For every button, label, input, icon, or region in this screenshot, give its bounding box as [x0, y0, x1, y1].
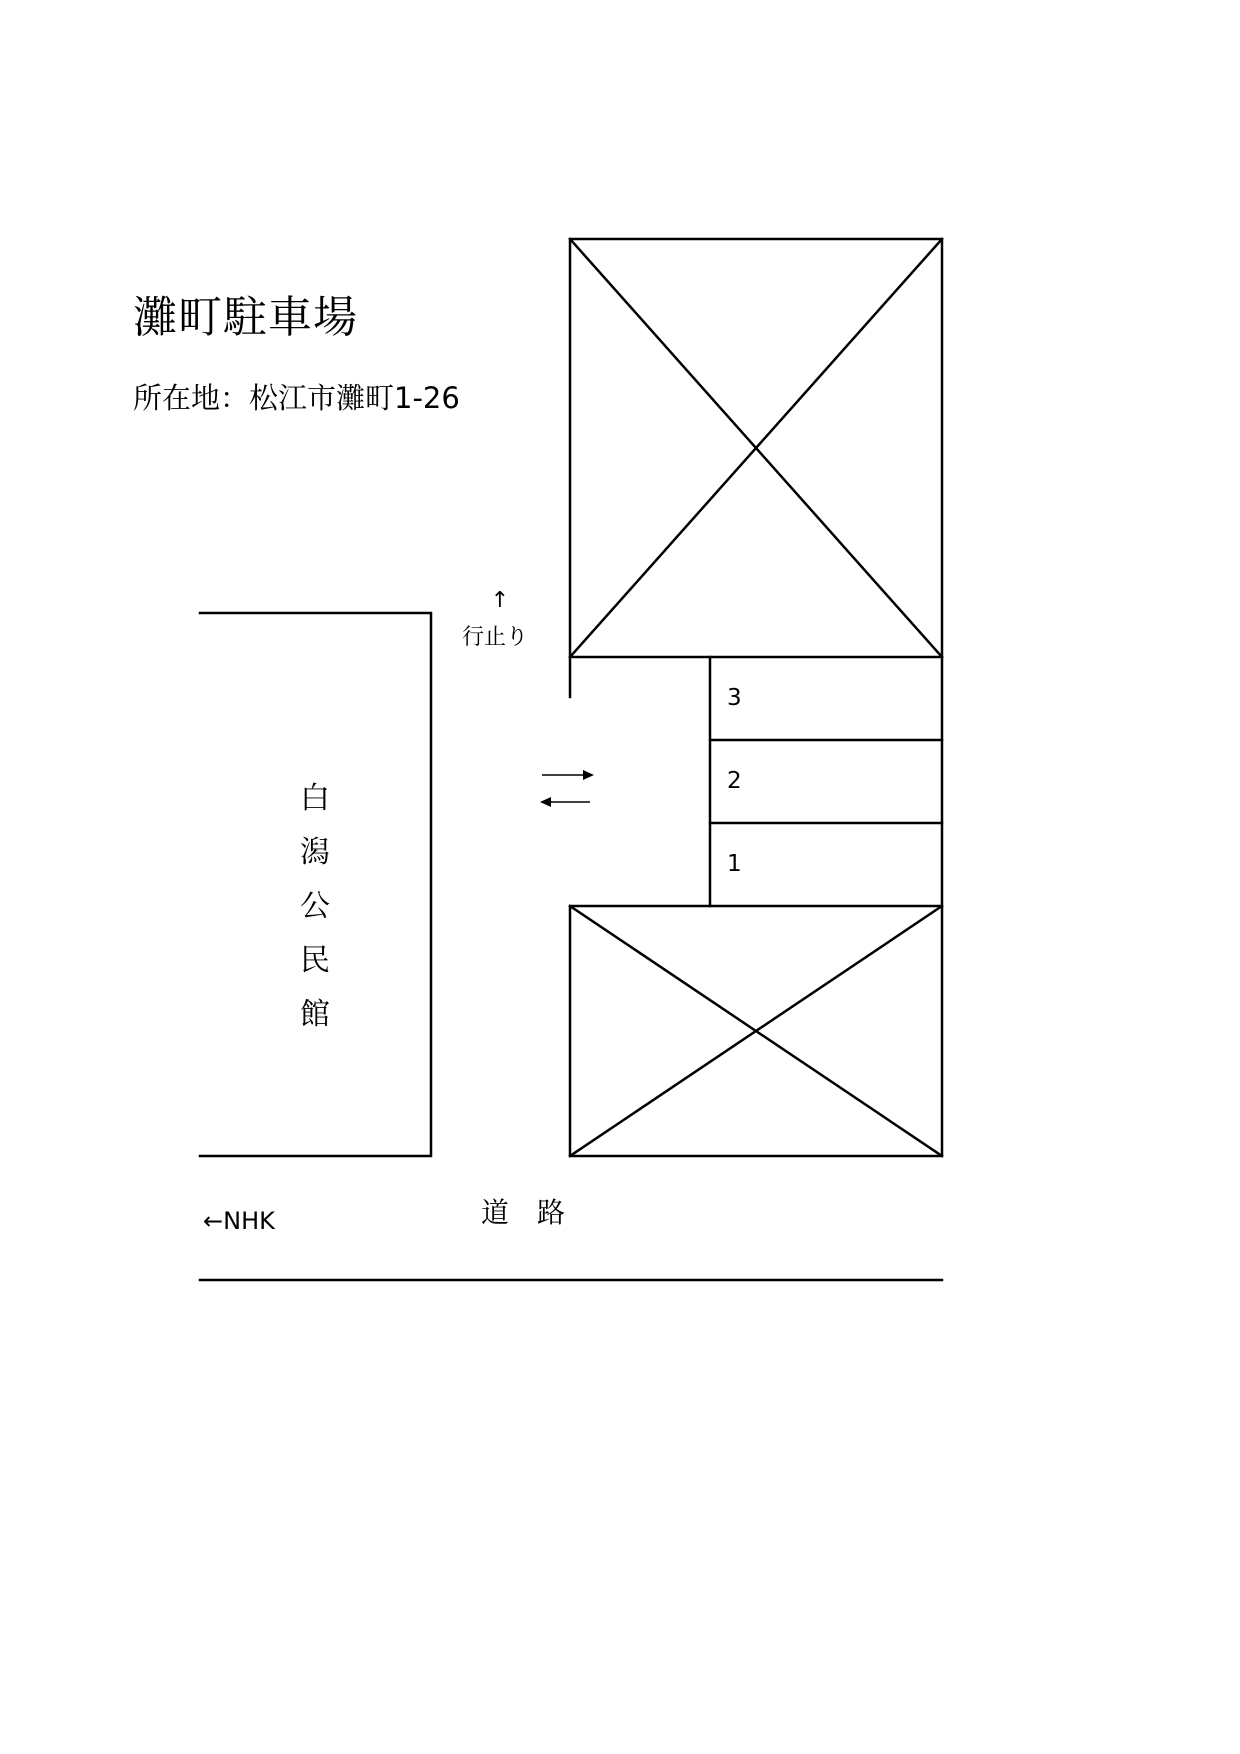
lower-building-block	[570, 906, 942, 1156]
up-arrow-icon: ↑	[490, 588, 510, 613]
parking-area	[710, 657, 942, 906]
page-title: 灘町駐車場	[133, 292, 358, 343]
parking-space-2-label: 2	[727, 768, 742, 794]
parking-space-1-label: 1	[727, 851, 742, 877]
upper-building-block	[570, 239, 942, 657]
community-hall-label: 白潟公民館	[300, 781, 330, 1032]
road-label: 道路	[481, 1196, 594, 1229]
parking-space-3-label: 3	[727, 685, 742, 711]
arrow-right-icon	[542, 770, 594, 780]
arrow-left-icon	[540, 797, 590, 807]
dead-end-label: 行止り	[462, 625, 529, 650]
address-text: 所在地：松江市灘町1-26	[133, 381, 460, 415]
two-way-arrows	[540, 770, 594, 807]
nhk-direction-label: ←NHK	[203, 1207, 275, 1235]
